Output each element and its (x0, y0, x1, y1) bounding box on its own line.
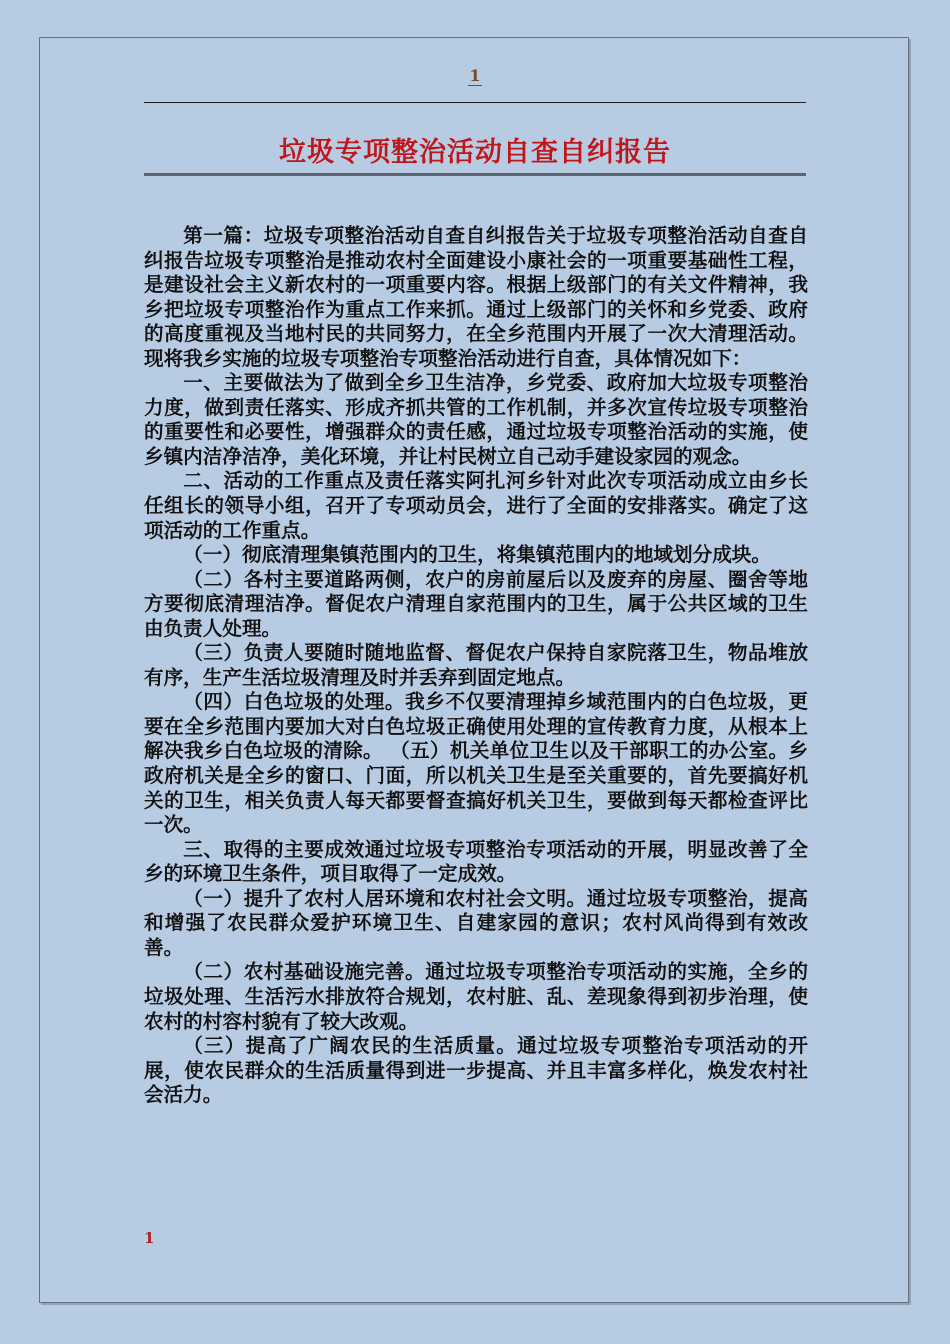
paragraph-section-2: 二、活动的工作重点及责任落实阿扎河乡针对此次专项活动成立由乡长任组长的领导小组，召开了专项动员会，进行了全面的安排落实。确定了这项活动的工作重点。 (144, 469, 808, 542)
paragraph-item-3-1: （一）提升了农村人居环境和农村社会文明。通过垃圾专项整治，提高和增强了农民群众爱护环境卫生、自建家园的意识；农村风尚得到有效改善。 (144, 886, 808, 959)
title-divider (144, 173, 806, 176)
paragraph-item-2-2: （二）各村主要道路两侧，农户的房前屋后以及废弃的房屋、圈舍等地方要彻底清理洁净。督促农户清理自家范围内的卫生，属于公共区域的卫生由负责人处理。 (144, 567, 808, 640)
paragraph-intro: 第一篇：垃圾专项整治活动自查自纠报告关于垃圾专项整治活动自查自纠报告垃圾专项整治是推动农村全面建设小康社会的一项重要基础性工程，是建设社会主义新农村的一项重要内容。根据上级部门的有关文件精神，我乡把垃圾专项整治作为重点工作来抓。通过上级部门的关怀和乡党委、政府的高度重视及当地村民的共同努力，在全乡范围内开展了一次大清理活动。现将我乡实施的垃圾专项整治专项整治活动进行自查，具体情况如下： (144, 224, 808, 370)
paragraph-item-3-3: （三）提高了广阔农民的生活质量。通过垃圾专项整治专项活动的开展，使农民群众的生活质量得到进一步提高、并且丰富多样化，焕发农村社会活力。 (144, 1034, 808, 1107)
paragraph-item-2-4: （四）白色垃圾的处理。我乡不仅要清理掉乡域范围内的白色垃圾，更要在全乡范围内要加大对白色垃圾正确使用处理的宣传教育力度，从根本上解决我乡白色垃圾的清除。 （五）机关单位卫生以及干部职工的办公室。乡政府机关是全乡的窗口、门面，所以机关卫生是至关重要的，首先要搞好机关的卫生，相关负责人每天都要督查搞好机关卫生，要做到每天都检查评比一次。 (144, 690, 808, 837)
document-title: 垃圾专项整治活动自查自纠报告 (279, 137, 671, 168)
paragraph-section-3: 三、取得的主要成效通过垃圾专项整治专项活动的开展，明显改善了全乡的环境卫生条件，项目取得了一定成效。 (144, 837, 808, 886)
document-body (144, 224, 808, 1108)
paragraph-item-3-2: （二）农村基础设施完善。通过垃圾专项整治专项活动的实施，全乡的垃圾处理、生活污水排放符合规划，农村脏、乱、差现象得到初步治理，使农村的村容村貌有了较大改观。 (144, 960, 808, 1033)
footer-page-number: 1 (144, 1229, 155, 1247)
paragraph-item-2-3: （三）负责人要随时随地监督、督促农户保持自家院落卫生，物品堆放有序，生产生活垃圾清理及时并丢弃到固定地点。 (144, 641, 808, 689)
paragraph-item-2-1: （一）彻底清理集镇范围内的卫生，将集镇范围内的地域划分成块。 (183, 543, 771, 567)
paragraph-section-1: 一、主要做法为了做到全乡卫生洁净，乡党委、政府加大垃圾专项整治力度，做到责任落实、形成齐抓共管的工作机制，并多次宣传垃圾专项整治的重要性和必要性，增强群众的责任感，通过垃圾专项整治活动的实施，使乡镇内洁净洁净，美化环境，并让村民树立自己动手建设家园的观念。 (144, 371, 808, 468)
header-page-number-text: 1 (469, 66, 481, 85)
header-page-number (0, 66, 950, 85)
header-divider (144, 102, 806, 103)
